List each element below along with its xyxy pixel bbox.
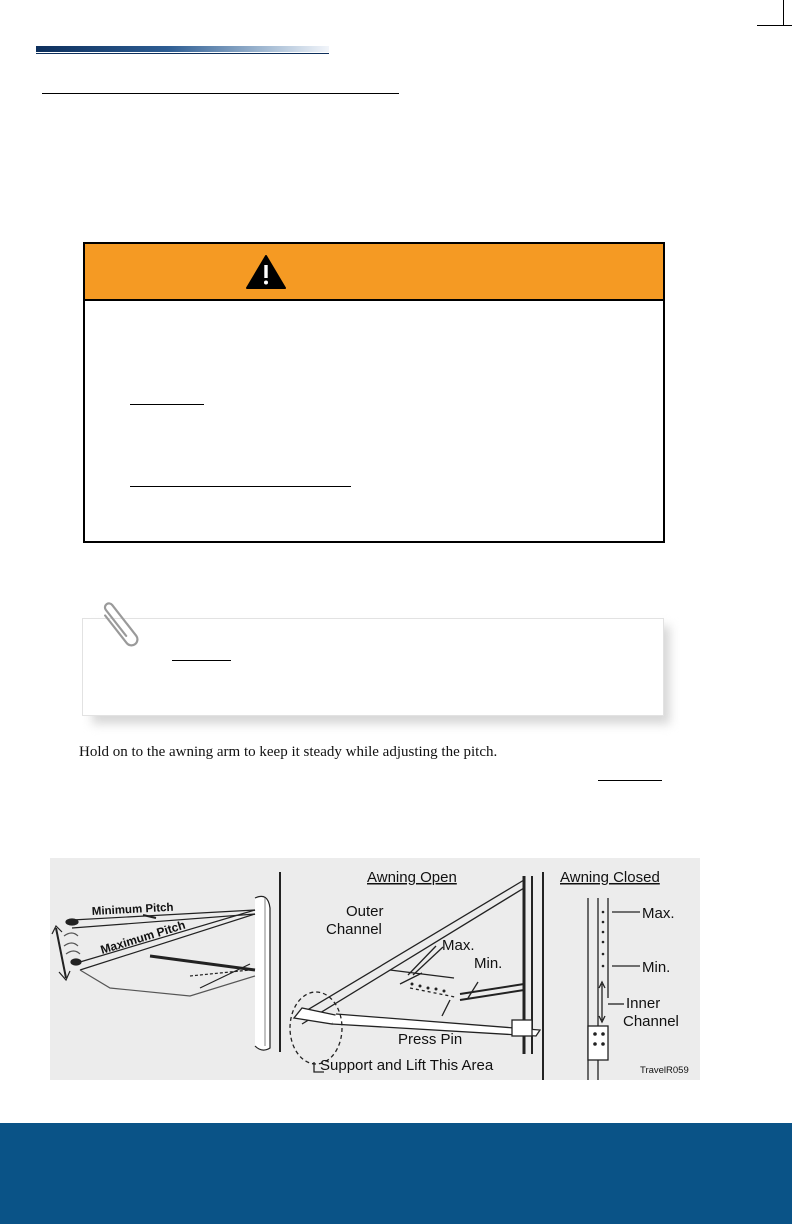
label-press-pin: Press Pin (398, 1031, 463, 1048)
instruction-text: Hold on to the awning arm to keep it steady while adjusting the pitch. (79, 744, 498, 760)
label-inner-channel-1: Inner (626, 995, 661, 1012)
warning-triangle-icon (245, 254, 287, 290)
label-min-open: Min. (474, 955, 503, 972)
label-min-closed: Min. (642, 959, 671, 976)
instruction-underline (598, 780, 662, 781)
warning-header (85, 244, 663, 301)
footer-bar (0, 1123, 792, 1224)
section-title-underline (42, 93, 399, 94)
note-underline (172, 660, 231, 661)
warning-box (83, 242, 665, 543)
crop-mark-horizontal (757, 25, 792, 26)
label-max-closed: Max. (642, 905, 675, 922)
label-outer-channel-2: Channel (326, 921, 382, 938)
label-inner-channel-2: Channel (623, 1013, 679, 1030)
header-underline (36, 53, 329, 54)
header-gradient-bar (36, 46, 329, 52)
awning-pitch-figure (50, 858, 700, 1080)
label-figure-id: TravelR059 (640, 1065, 689, 1076)
label-maximum-pitch: Maximum Pitch (98, 917, 188, 957)
label-max-open: Max. (442, 937, 475, 954)
label-outer-channel-1: Outer (346, 903, 384, 920)
warning-underline-2 (130, 486, 351, 487)
label-minimum-pitch: Minimum Pitch (91, 901, 174, 918)
paperclip-icon (95, 600, 145, 655)
warning-underline-1 (130, 404, 204, 405)
label-support-lift: Support and Lift This Area (320, 1057, 494, 1074)
label-awning-closed: Awning Closed (560, 869, 660, 886)
note-box (82, 618, 664, 716)
label-awning-open: Awning Open (367, 869, 457, 886)
crop-mark-vertical (783, 0, 784, 25)
